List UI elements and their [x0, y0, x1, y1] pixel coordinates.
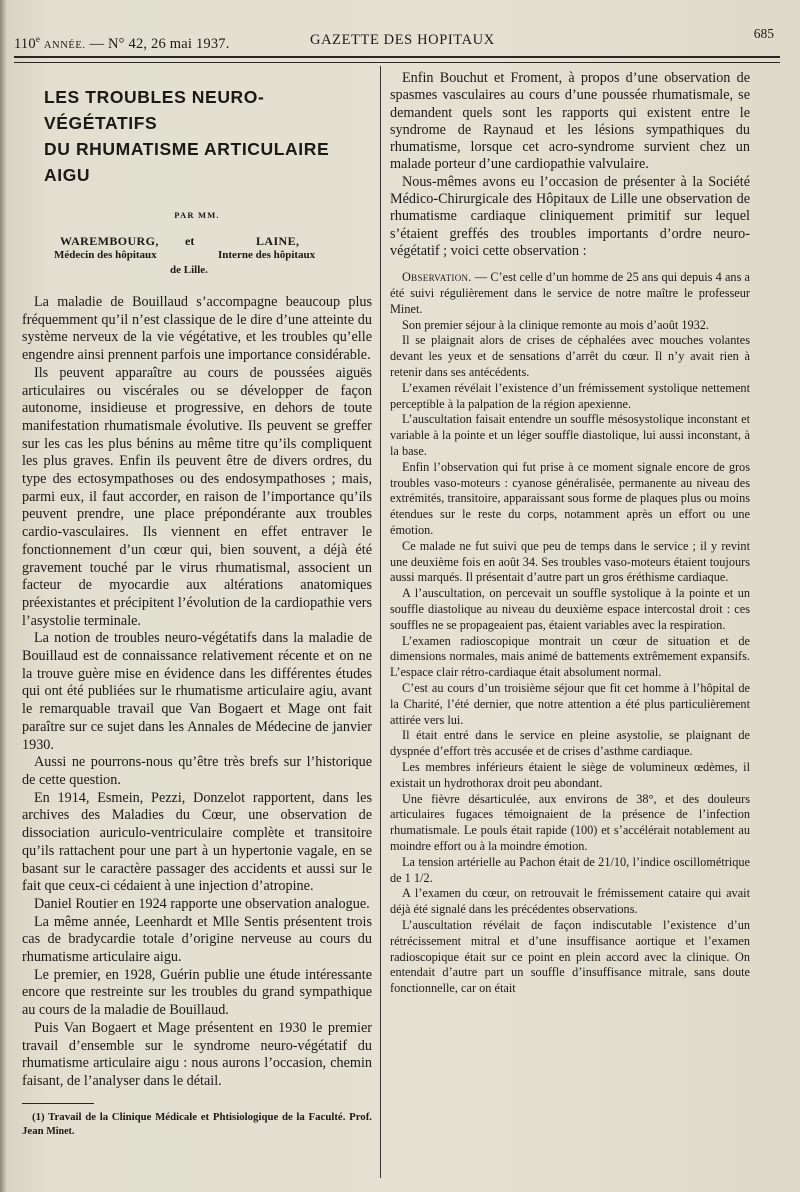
observation-paragraph: La tension artérielle au Pachon était de 21/10, l’indice oscillométrique de 1 1/2.: [390, 854, 750, 885]
author2-name: LAINE,: [256, 234, 300, 248]
running-head: [14, 28, 774, 54]
author1-name: WAREMBOURG,: [60, 234, 159, 248]
observation-label: Observation.: [402, 270, 472, 285]
paragraph: Enfin Bouchut et Froment, à propos d’une observation de spasmes vasculaires au cours d’une poussée rhumatismale, se demandent quels sont les rapports qui existent entre le syndrome de Raynaud et les lésions sympathiques du rhumatisme, lorsque cet acro-syndrome survient chez un malade porteur d’une cardiopathie valvulaire.: [390, 70, 750, 173]
journal-name: GAZETTE DES HOPITAUX: [310, 32, 495, 48]
header-rule-thin: [14, 62, 780, 63]
observation-paragraph: Ce malade ne fut suivi que peu de temps dans le service ; il y revint une deuxième fois en août 34. Ses troubles vaso-moteurs étaient toujours aussi marqués. Il présentait d’autre part un gros éréthisme cardiaque.: [390, 538, 750, 585]
header-rule: [14, 56, 780, 58]
observation-paragraph: Son premier séjour à la clinique remonte au mois d’août 1932.: [402, 317, 710, 332]
paragraph: La notion de troubles neuro-végétatifs dans la maladie de Bouillaud est de connaissance relativement récente et on ne la trouve guère mise en évidence dans les différentes études qui ont été publiées sur le rhumatisme articulaire agiu, avant le remarquable travail que Van Bogaert et Mage ont fait paraître sur ce sujet dans les Annales de Médecine de janvier 1930.: [22, 630, 372, 753]
paragraph: La même année, Leenhardt et Mlle Sentis présentent trois cas de bradycardie totale d’origine nerveuse au cours du rhumatisme articulaire aigu.: [22, 913, 372, 966]
observation-paragraph: L’auscultation révélait de façon indiscutable l’existence d’un rétrécissement mitral et d’une insuffisance aortique et l’examen radioscopique était sur ce point en plein accord avec la clinique. On entendait d’autre part un souffle d’insuffisance mitrale, sans doute fonctionnelle, car on était: [390, 917, 750, 996]
paragraph: Nous-mêmes avons eu l’occasion de présenter à la Société Médico-Chirurgicale des Hôpitaux de Lille une observation de rhumatisme cardiaque cliniquement primitif sur lequel s’étaient greffés des troubles importants d’ordre neuro-végétatif ; voici cette observation :: [390, 173, 750, 259]
column-divider: [380, 66, 381, 1178]
observation-intro: Observation. — C’est celle d’un homme de 25 ans qui depuis 4 ans a été suivi régulièrement dans le service de notre maître le professeur Minet.: [390, 270, 751, 316]
paragraph: Ils peuvent apparaître au cours de poussées aiguës articulaires ou viscérales ou se développer de façon autonome, insidieuse et progressive, en dehors de toute manifestation rhumatismale évolutive. Ils peuvent se greffer sur les cas les plus bénins au même titre qu’ils compliquent les plus graves. Enfin ils peuvent être de divers ordres, du type des ectosympathoses ou des endosympathoses ; mais, parmi eux, il faut accorder, en raison de l’importance qu’ils peuvent prendre, une place prépondérante aux troubles cardio-vasculaires. Ils viennent en effet entraver le fonctionnement d’un cœur qui, bien souvent, a déjà été gravement touché par le virus rhumatismal, associent un facteur de myocardie aux altérations anatomiques préexistantes et précipitent l’évolution de la cardiopathie vers l’asystolie terminale.: [22, 364, 372, 629]
observation-paragraph: L’auscultation faisait entendre un souffle mésosystolique inconstant et variable à la pointe et un léger souffle diastolique, lui aussi inconstant, à la base.: [390, 412, 750, 459]
observation-paragraph: L’examen radioscopique montrait un cœur de situation et de dimensions normales, mais animé de battements extrêmement expansifs. L’espace clair rétro-cardiaque était absolument normal.: [390, 633, 750, 680]
observation-paragraph: Enfin l’observation qui fut prise à ce moment signale encore de gros troubles vaso-moteurs : cyanose généralisée, permanente au niveau des extrémités, transitoire, apparaissant sous forme de plaques plus ou moins étendues sur le reste du corps, notamment après un effort ou une émotion.: [390, 459, 750, 538]
paragraph: Puis Van Bogaert et Mage présentent en 1930 le premier travail d’ensemble sur le syndrome neuro-végétatif du rhumatisme articulaire aigu : nous aurons l’occasion, chemin faisant, de l’analyser dans le détail.: [22, 1019, 372, 1089]
page-number: 685: [753, 26, 774, 41]
observation-paragraph: C’est au cours d’un troisième séjour que fit cet homme à l’hôpital de la Charité, l’été dernier, que notre attention a été plus particulièrement attirée vers lui.: [390, 680, 750, 727]
author-city: de Lille.: [170, 264, 208, 276]
observation-paragraph: Une fièvre désarticulée, aux environs de 38°, et des douleurs articulaires fugaces témoignaient de la présence de l’infection rhumatismale. Le pouls était rapide (100) et s’accélérait notablement au moindre effort ou à la moindre émotion.: [390, 791, 750, 853]
author1-role: Médecin des hôpitaux: [54, 249, 157, 261]
paragraph: Aussi ne pourrons-nous qu’être très brefs sur l’historique de cette question.: [22, 754, 372, 788]
observation-paragraph: A l’auscultation, on percevait un souffle systolique à la pointe et un souffle diastolique au niveau du deuxième espace intercostal droit : ces souffles ne se propageaient pas, étaient variables avec la respiration.: [390, 586, 750, 632]
binding-edge: [0, 0, 6, 1192]
article-title: LES TROUBLES NEURO-VÉGÉTATIFS DU RHUMATISME ARTICULAIRE AIGU: [44, 87, 330, 185]
footnote-rule: [22, 1103, 94, 1104]
observation-paragraph: L’examen révélait l’existence d’un frémissement systolique nettement perceptible à la palpation de la région apexienne.: [390, 380, 750, 411]
observation-paragraph: Les membres inférieurs étaient le siège de volumineux œdèmes, il existait un hydrothorax droit peu abondant.: [390, 759, 750, 790]
right-column: [390, 70, 750, 997]
paragraph: La maladie de Bouillaud s’accompagne beaucoup plus fréquemment qu’il n’est classique de le dire d’une atteinte du système nerveux de la vie végétative, et les troubles qu’elle engendre ainsi prennent parfois une importance considérable.: [22, 294, 372, 364]
paragraph: En 1914, Esmein, Pezzi, Donzelot rapportent, dans les archives des Maladies du Cœur, une observation de dissociation auriculo-ventriculaire complète et transitoire qu’ils rattachent pour une part à un hypertonie vagale, en se basant sur le caractère passager des accidents et aussi sur le fait que ceux-ci cédaient à une injection d’atropine.: [22, 789, 372, 895]
author2-role: Interne des hôpitaux: [218, 249, 316, 261]
footnote: (1) Travail de la Clinique Médicale et Phtisiologique de la Faculté. Prof. Jean Minet.: [22, 1110, 372, 1137]
paragraph: Daniel Routier en 1924 rapporte une observation analogue.: [34, 895, 370, 912]
paragraph: Le premier, en 1928, Guérin publie une étude intéressante encore que restreinte sur les troubles du grand sympathique au cours de la maladie de Bouillaud.: [22, 966, 372, 1019]
author-conjunction: et: [185, 234, 195, 248]
by-line: PAR MM.: [174, 210, 220, 220]
left-column: [22, 78, 372, 1139]
observation-paragraph: A l’examen du cœur, on retrouvait le frémissement cataire qui avait déjà été signalé dans les précédentes observations.: [390, 886, 750, 917]
observation-paragraph: Il était entré dans le service en pleine asystolie, se plaignant de dyspnée d’effort très accusée et de crises d’asthme cardiaque.: [390, 728, 750, 759]
authors: [22, 234, 372, 288]
issue-info: 110e ANNÉE. — N° 42, 26 mai 1937.: [14, 34, 230, 52]
observation-paragraph: Il se plaignait alors de crises de céphalées avec mouches volantes devant les yeux et de sensations d’arrêt du cœur. Il n’y avait rien à retenir dans ses antécédents.: [390, 333, 750, 380]
